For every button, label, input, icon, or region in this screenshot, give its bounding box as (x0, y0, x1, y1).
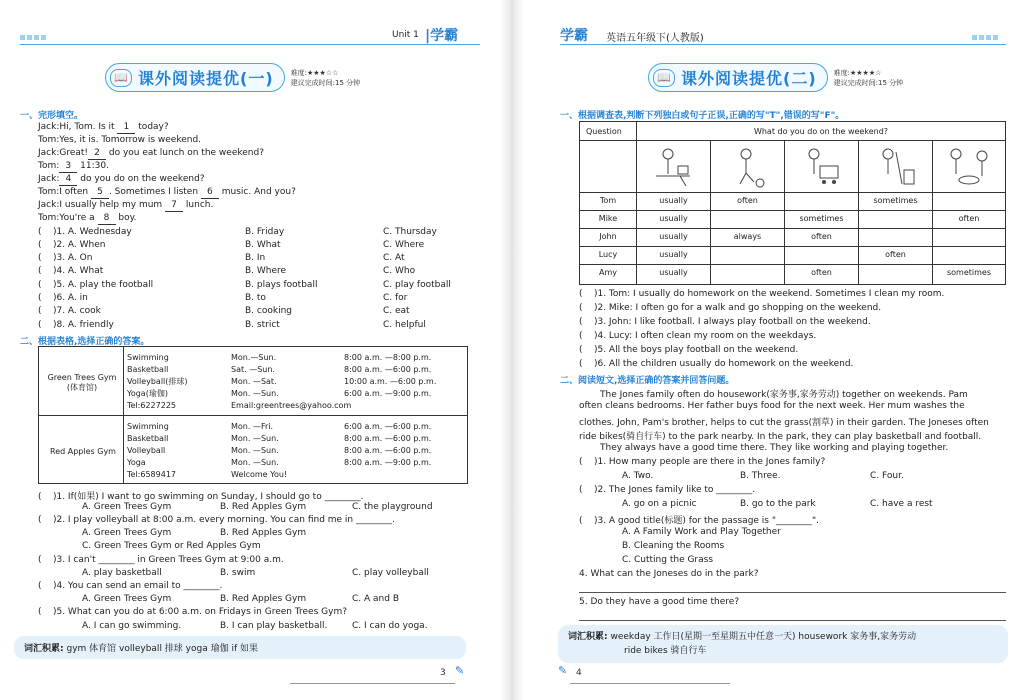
book-icon: 📖 (110, 69, 132, 87)
option-a[interactable]: A. A Family Work and Play Together (622, 527, 781, 537)
question-text: ( )1. How many people are there in the Jones family? (579, 457, 826, 467)
statement: ( )4. Lucy: I often clean my room on the weekdays. (579, 331, 817, 341)
option-c[interactable]: C. Cutting the Grass (622, 555, 714, 565)
passage-line: They always have a good time there. They like working and playing together. (600, 443, 949, 453)
table-header-question: Question (586, 127, 622, 136)
option-a[interactable]: A. I can go swimming. (82, 621, 182, 631)
dialogue-line: Jack:Great! 2 do you eat lunch on the weekend? (38, 148, 264, 158)
option-a[interactable]: A. Green Trees Gym (82, 594, 172, 604)
question-label: ( )5. A. play the football (38, 280, 154, 290)
cleaning-illustration (872, 146, 918, 188)
homework-illustration (650, 146, 698, 188)
table-header-main: What do you do on the weekend? (753, 127, 889, 136)
option-c[interactable]: C. play football (383, 280, 451, 290)
washing-clothes-illustration (944, 146, 996, 188)
dialogue-line: Jack:Hi, Tom. Is it 1 today? (38, 122, 169, 132)
shopping-illustration (800, 146, 844, 188)
gym-table (38, 346, 468, 484)
footer-rule (570, 683, 730, 684)
question-label: ( )7. A. cook (38, 306, 101, 316)
option-b[interactable]: B. plays football (245, 280, 318, 290)
option-a[interactable]: A. go on a picnic (622, 499, 697, 509)
option-b[interactable]: B. to (245, 293, 266, 303)
passage-line: clothes. John, Pam's brother, helps to cut the grass(割草) in their garden. The Joneses often (579, 418, 989, 428)
gym-col-hours: 8:00 a.m. —8:00 p.m. 8:00 a.m. —6:00 p.m. 10:00 a.m. —6:00 p.m. 6:00 a.m. —9:00 p.m. (344, 353, 437, 398)
page-title-block (648, 63, 903, 92)
passage-line: ride bikes(骑自行车) to the park nearby. In the park, they can play basketball and football. (579, 432, 982, 442)
option-b[interactable]: B. strict (245, 320, 280, 330)
statement: ( )2. Mike: I often go for a walk and go shopping on the weekend. (579, 303, 882, 313)
statement: ( )3. John: I like football. I always play football on the weekend. (579, 317, 871, 327)
option-c[interactable]: C. play volleyball (352, 568, 429, 578)
dialogue-line: Tom:You're a 8 boy. (38, 213, 137, 223)
book-title: 英语五年级下(人教版) (606, 33, 704, 44)
question-label: ( )3. A. On (38, 253, 93, 263)
football-illustration (728, 146, 768, 188)
option-b[interactable]: B. In (245, 253, 266, 263)
question-label: ( )8. A. friendly (38, 320, 114, 330)
option-c[interactable]: C. eat (383, 306, 410, 316)
dialogue-line: Jack:I usually help my mum 7 lunch. (38, 200, 214, 210)
vocab-label: 词汇积累: (568, 632, 608, 642)
option-b[interactable]: B. I can play basketball. (220, 621, 328, 631)
dialogue-line: Tom:I often 5 . Sometimes I listen 6 music. And you? (38, 187, 296, 197)
vocab-label: 词汇积累: (24, 644, 64, 654)
question-label: ( )1. A. Wednesday (38, 227, 132, 237)
statement: ( )6. All the children usually do homework on the weekend. (579, 359, 854, 369)
option-b[interactable]: B. cooking (245, 306, 292, 316)
pencil-icon: ✎ (455, 664, 465, 677)
option-b[interactable]: B. go to the park (740, 499, 816, 509)
passage-line: The Jones family often do housework(家务事,家务劳动) together on weekends. Pam (600, 390, 968, 400)
question-text: ( )5. What can you do at 6:00 a.m. on Fridays in Green Trees Gym? (38, 607, 347, 617)
answer-line[interactable] (579, 592, 1006, 593)
gym-col-activity: Swimming Basketball Volleyball(排球) Yoga(瑜伽) Tel:6227225 (127, 353, 188, 410)
option-b[interactable]: B. Friday (245, 227, 285, 237)
question-label: ( )2. A. When (38, 240, 106, 250)
passage-line: often cleans bedrooms. Her father buys food for the next week. Her mum washes the (579, 401, 965, 411)
option-c[interactable]: C. I can do yoga. (352, 621, 428, 631)
option-c[interactable]: C. helpful (383, 320, 426, 330)
option-c[interactable]: C. A and B (352, 594, 399, 604)
option-a[interactable]: A. play basketball (82, 568, 162, 578)
statement: ( )1. Tom: I usually do homework on the weekend. Sometimes I clean my room. (579, 289, 945, 299)
question-label: ( )4. A. What (38, 266, 104, 276)
option-c[interactable]: C. Four. (870, 471, 904, 481)
vocab-bar (558, 625, 1008, 663)
gym-name: Green Trees Gym (体育馆) (47, 373, 117, 392)
book-gutter (500, 0, 524, 700)
vocab-text: ride bikes 骑自行车 (624, 646, 707, 656)
pencil-icon: ✎ (558, 664, 568, 677)
question-text: ( )2. I play volleyball at 8:00 a.m. every morning. You can find me in ________. (38, 515, 395, 525)
question-text: ( )4. You can send an email to ________. (38, 581, 223, 591)
header-rule (20, 44, 480, 45)
option-b[interactable]: B. Cleaning the Rooms (622, 541, 725, 551)
question-text: 4. What can the Joneses do in the park? (579, 569, 759, 579)
brand-logo: 学霸 (560, 28, 588, 44)
option-c[interactable]: C. have a rest (870, 499, 933, 509)
option-c[interactable]: C. the playground (352, 502, 433, 512)
footer-rule (290, 683, 455, 684)
option-b[interactable]: B. Red Apples Gym (220, 594, 307, 604)
left-page (0, 0, 500, 700)
page-title-block (105, 63, 360, 92)
question-text: 5. Do they have a good time there? (579, 597, 740, 607)
difficulty-label: 难度:★★★★☆ (833, 68, 882, 77)
section-heading: 二、根据表格,选择正确的答案。 (20, 337, 150, 347)
vocab-bar (14, 636, 466, 659)
survey-table: Question What do you do on the weekend? Tom usually often sometimes Mike usually sometimes often John usually always often Lucy usually often Amy usually often sometimes (579, 121, 1006, 285)
header-rule (560, 44, 1006, 45)
page-number: 4 (576, 668, 582, 678)
dialogue-line: Tom:Yes, it is. Tomorrow is weekend. (38, 135, 202, 145)
option-b[interactable]: B. Where (245, 266, 287, 276)
unit-label: Unit 1 (392, 30, 419, 40)
option-c[interactable]: C. At (383, 253, 405, 263)
question-text: ( )2. The Jones family like to ________. (579, 485, 756, 495)
difficulty-label: 难度:★★★☆☆ (290, 68, 339, 77)
section-heading: 二、阅读短文,选择正确的答案并回答问题。 (560, 376, 735, 386)
option-a[interactable]: A. Two. (622, 471, 654, 481)
decorative-squares (20, 33, 48, 43)
right-page (524, 0, 1024, 700)
page-number: 3 (440, 668, 446, 678)
vocab-text: gym 体育馆 volleyball 排球 yoga 瑜伽 if 如果 (66, 644, 258, 654)
question-text: ( )3. A good title(标题) for the passage is "________". (579, 516, 819, 526)
page-title: 课外阅读提优(二) (681, 69, 817, 88)
gym-col-days: Mon.—Sun. Sat. —Sun. Mon. —Sat. Mon. —Sun. Email:greentrees@yahoo.com (231, 353, 352, 410)
option-c[interactable]: C. Thursday (383, 227, 437, 237)
time-label: 建议完成时间:15 分钟 (833, 78, 904, 87)
page-title: 课外阅读提优(一) (138, 69, 274, 88)
option-c[interactable]: C. Where (383, 240, 425, 250)
book-icon: 📖 (653, 69, 675, 87)
brand-logo: |学霸 (425, 28, 459, 44)
gym-col-activity: Swimming Basketball Volleyball Yoga Tel:6589417 (127, 422, 176, 479)
option-b[interactable]: B. Red Apples Gym (220, 502, 307, 512)
option-b[interactable]: B. swim (220, 568, 256, 578)
option-b[interactable]: B. What (245, 240, 281, 250)
vocab-text: weekday 工作日(星期一至星期五中任意一天) housework 家务事,家务劳动 (610, 632, 917, 642)
gym-name: Red Apples Gym (50, 447, 116, 456)
option-c[interactable]: C. for (383, 293, 408, 303)
option-a[interactable]: A. Green Trees Gym (82, 502, 172, 512)
dialogue-line: Jack: 4 do you do on the weekend? (38, 174, 205, 184)
question-label: ( )6. A. in (38, 293, 88, 303)
section-heading: 一、完形填空。 (20, 111, 84, 121)
option-c[interactable]: C. Who (383, 266, 416, 276)
statement: ( )5. All the boys play football on the weekend. (579, 345, 799, 355)
gym-col-hours: 6:00 a.m. —6:00 p.m. 8:00 a.m. —6:00 p.m. 8:00 a.m. —6:00 p.m. 8:00 a.m. —9:00 p.m. (344, 422, 432, 467)
option-c[interactable]: C. Green Trees Gym or Red Apples Gym (82, 541, 261, 551)
question-text: ( )3. I can't ________ in Green Trees Gym at 9:00 a.m. (38, 555, 284, 565)
answer-line[interactable] (579, 620, 1006, 621)
option-b[interactable]: B. Red Apples Gym (220, 528, 307, 538)
dialogue-line: Tom: 3 11:30. (38, 161, 109, 171)
option-b[interactable]: B. Three. (740, 471, 781, 481)
decorative-squares (972, 33, 1000, 43)
gym-col-days: Mon. —Fri. Mon. —Sun. Mon. —Sun. Mon. —Sun. Welcome You! (231, 422, 288, 479)
time-label: 建议完成时间:15 分钟 (290, 78, 361, 87)
question-text: ( )1. If(如果) I want to go swimming on Sunday, I should go to ________. (38, 492, 364, 502)
section-heading: 一、根据调查表,判断下列独白或句子正误,正确的写"T",错误的写"F"。 (560, 111, 845, 121)
option-a[interactable]: A. Green Trees Gym (82, 528, 172, 538)
